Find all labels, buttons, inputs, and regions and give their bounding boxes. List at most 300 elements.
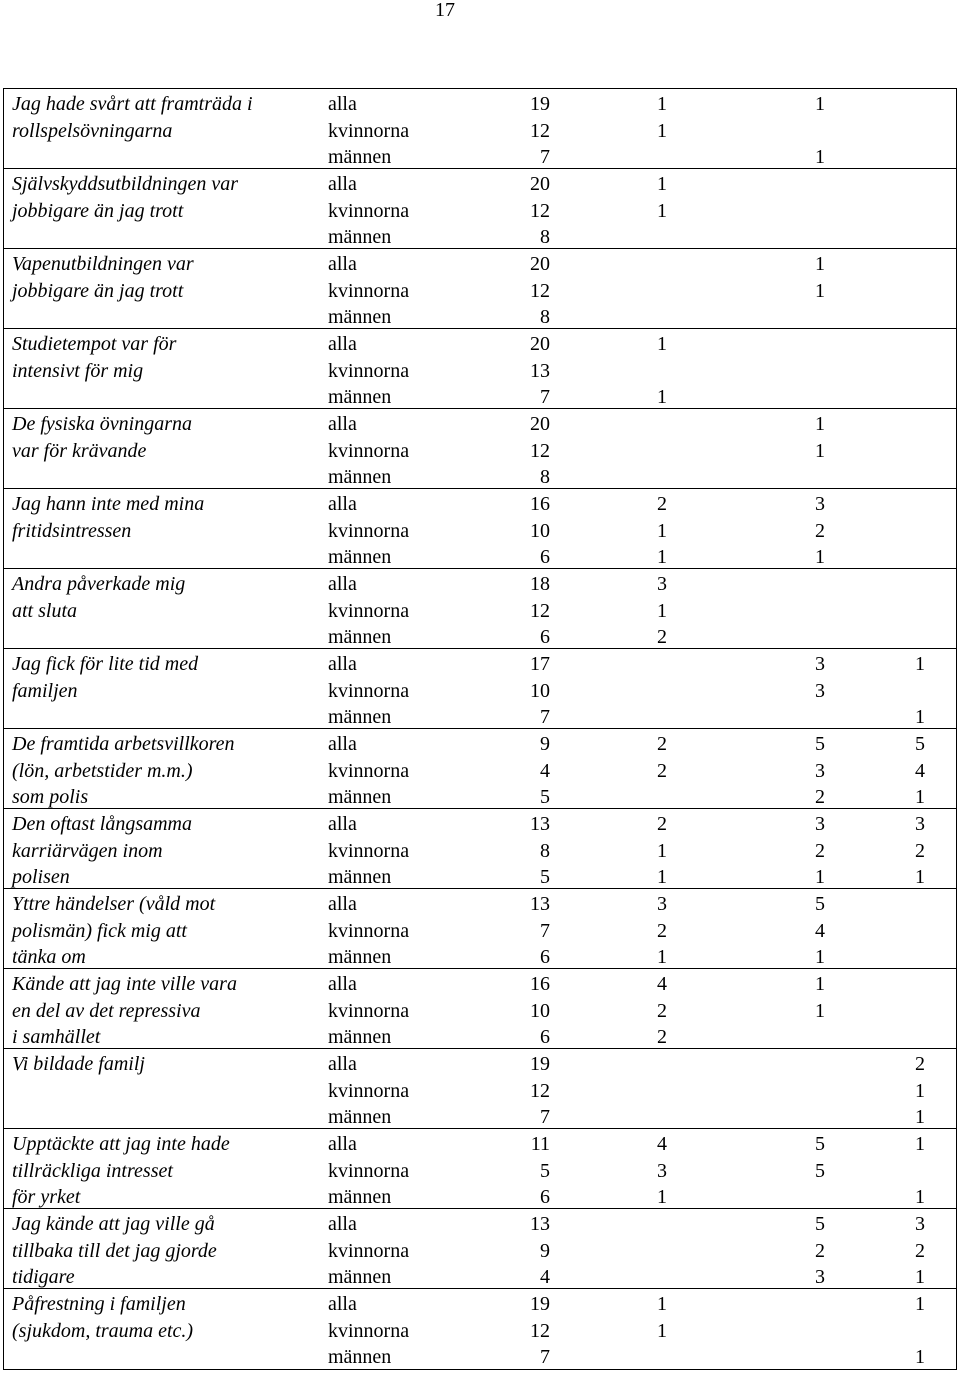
count-cell-b-line: 1 bbox=[657, 1319, 667, 1342]
group-cell-line: männen bbox=[328, 306, 392, 329]
question-cell-line: (lön, arbetstider m.m.) bbox=[12, 759, 193, 782]
count-cell-d-line bbox=[910, 411, 930, 438]
count-cell-c bbox=[810, 171, 830, 251]
count-cell-a bbox=[504, 1211, 550, 1291]
count-cell-c-line bbox=[810, 1291, 830, 1318]
count-cell-a-line: 6 bbox=[540, 1186, 550, 1209]
group-cell-line: männen bbox=[328, 1106, 392, 1129]
count-cell-d-line: 1 bbox=[915, 1079, 925, 1102]
count-cell-d-line bbox=[910, 251, 930, 278]
question-cell bbox=[12, 1051, 312, 1131]
count-cell-b-line bbox=[652, 304, 672, 331]
count-cell-c-line bbox=[810, 464, 830, 491]
count-cell-b-line: 1 bbox=[657, 173, 667, 195]
group-cell-line: alla bbox=[328, 413, 357, 435]
count-cell-a-line: 7 bbox=[540, 706, 550, 729]
count-cell-c-line bbox=[810, 304, 830, 331]
count-cell-a-line: 5 bbox=[540, 866, 550, 889]
question-cell-line bbox=[12, 1344, 312, 1371]
group-cell-line: alla bbox=[328, 173, 357, 195]
group-cell-line: kvinnorna bbox=[328, 759, 410, 782]
count-cell-b-line bbox=[652, 784, 672, 811]
count-cell-d-line bbox=[910, 571, 930, 598]
count-cell-d-line bbox=[910, 304, 930, 331]
count-cell-c-line: 5 bbox=[815, 1213, 825, 1235]
count-cell-c-line: 1 bbox=[815, 999, 825, 1022]
count-cell-d bbox=[910, 891, 930, 971]
table-row bbox=[4, 489, 956, 569]
group-cell-line: kvinnorna bbox=[328, 999, 410, 1022]
count-cell-a-line: 7 bbox=[540, 146, 550, 169]
count-cell-b-line: 2 bbox=[657, 626, 667, 649]
count-cell-d-line: 1 bbox=[915, 1106, 925, 1129]
count-cell-c-line bbox=[810, 571, 830, 598]
count-cell-c-line bbox=[810, 118, 830, 145]
group-cell bbox=[328, 331, 478, 411]
question-cell-line bbox=[12, 304, 312, 331]
count-cell-c-line bbox=[810, 1318, 830, 1345]
question-cell-line bbox=[12, 544, 312, 571]
group-cell-line: alla bbox=[328, 1213, 357, 1235]
question-cell-line: Påfrestning i familjen bbox=[12, 1293, 186, 1315]
count-cell-a-line: 7 bbox=[540, 919, 550, 942]
count-cell-d-line: 2 bbox=[915, 1053, 925, 1075]
count-cell-a-line: 12 bbox=[530, 1079, 550, 1102]
count-cell-c-line: 1 bbox=[815, 546, 825, 569]
count-cell-d-line: 1 bbox=[915, 1346, 925, 1369]
group-cell bbox=[328, 251, 478, 331]
question-cell-line: De fysiska övningarna bbox=[12, 413, 192, 435]
question-cell bbox=[12, 171, 312, 251]
group-cell bbox=[328, 1291, 478, 1371]
question-cell-line: Yttre händelser (våld mot bbox=[12, 893, 216, 915]
group-cell-line: männen bbox=[328, 1266, 392, 1289]
question-cell-line bbox=[12, 464, 312, 491]
count-cell-c bbox=[810, 331, 830, 411]
count-cell-b bbox=[652, 331, 672, 411]
group-cell-line: alla bbox=[328, 893, 357, 915]
count-cell-b-line: 2 bbox=[657, 733, 667, 755]
table-row bbox=[4, 89, 956, 169]
count-cell-a-line: 6 bbox=[540, 946, 550, 969]
count-cell-d bbox=[910, 411, 930, 491]
count-cell-d-line bbox=[910, 198, 930, 225]
count-cell-a-line: 6 bbox=[540, 546, 550, 569]
count-cell-d-line bbox=[910, 91, 930, 118]
count-cell-b-line: 2 bbox=[657, 759, 667, 782]
count-cell-c-line: 5 bbox=[815, 893, 825, 915]
question-cell-line: jobbigare än jag trott bbox=[12, 279, 184, 302]
count-cell-d-line: 1 bbox=[915, 706, 925, 729]
count-cell-a-line: 16 bbox=[530, 973, 550, 995]
count-cell-b bbox=[652, 971, 672, 1051]
count-cell-a bbox=[504, 1131, 550, 1211]
count-cell-c bbox=[810, 651, 830, 731]
count-cell-a-line: 19 bbox=[530, 93, 550, 115]
count-cell-c-line bbox=[810, 1344, 830, 1371]
question-cell bbox=[12, 891, 312, 971]
count-cell-c-line: 3 bbox=[815, 679, 825, 702]
count-cell-a-line: 12 bbox=[530, 119, 550, 142]
count-cell-c bbox=[810, 891, 830, 971]
group-cell-line: männen bbox=[328, 1346, 392, 1369]
count-cell-c bbox=[810, 1131, 830, 1211]
count-cell-d-line: 1 bbox=[915, 653, 925, 675]
count-cell-d-line bbox=[910, 278, 930, 305]
count-cell-d bbox=[910, 251, 930, 331]
count-cell-b-line: 2 bbox=[657, 813, 667, 835]
count-cell-d-line: 2 bbox=[915, 839, 925, 862]
count-cell-b-line: 1 bbox=[657, 93, 667, 115]
table-row bbox=[4, 409, 956, 489]
count-cell-a-line: 18 bbox=[530, 573, 550, 595]
count-cell-c-line bbox=[810, 171, 830, 198]
count-cell-d-line bbox=[910, 118, 930, 145]
count-cell-b bbox=[652, 731, 672, 811]
count-cell-a-line: 17 bbox=[530, 653, 550, 675]
group-cell-line: kvinnorna bbox=[328, 679, 410, 702]
count-cell-d-line bbox=[910, 438, 930, 465]
count-cell-a-line: 13 bbox=[530, 813, 550, 835]
question-cell-line bbox=[12, 384, 312, 411]
question-cell-line: i samhället bbox=[12, 1026, 101, 1049]
count-cell-d-line bbox=[910, 464, 930, 491]
count-cell-d-line bbox=[910, 224, 930, 251]
group-cell bbox=[328, 1051, 478, 1131]
group-cell-line: männen bbox=[328, 386, 392, 409]
question-cell-line: intensivt för mig bbox=[12, 359, 144, 382]
count-cell-b bbox=[652, 1211, 672, 1291]
question-cell-line: tillräckliga intresset bbox=[12, 1159, 173, 1182]
count-cell-d bbox=[910, 811, 930, 891]
count-cell-b bbox=[652, 571, 672, 651]
count-cell-b-line bbox=[652, 358, 672, 385]
group-cell bbox=[328, 91, 478, 171]
count-cell-c bbox=[810, 491, 830, 571]
count-cell-b-line bbox=[652, 1264, 672, 1291]
count-cell-c bbox=[810, 971, 830, 1051]
group-cell bbox=[328, 971, 478, 1051]
group-cell-line: kvinnorna bbox=[328, 1079, 410, 1102]
question-cell bbox=[12, 91, 312, 171]
group-cell-line: alla bbox=[328, 1053, 357, 1075]
count-cell-a-line: 5 bbox=[540, 1159, 550, 1182]
count-cell-c-line: 5 bbox=[815, 733, 825, 755]
question-cell-line: som polis bbox=[12, 786, 89, 809]
count-cell-d bbox=[910, 491, 930, 571]
count-cell-b-line: 1 bbox=[657, 519, 667, 542]
count-cell-b-line bbox=[652, 704, 672, 731]
count-cell-d-line bbox=[910, 678, 930, 705]
group-cell-line: alla bbox=[328, 973, 357, 995]
count-cell-c bbox=[810, 1051, 830, 1131]
count-cell-b-line: 2 bbox=[657, 999, 667, 1022]
question-cell bbox=[12, 1211, 312, 1291]
count-cell-c-line bbox=[810, 1184, 830, 1211]
count-cell-c-line: 5 bbox=[815, 1133, 825, 1155]
question-cell-line: att sluta bbox=[12, 599, 78, 622]
count-cell-b-line: 1 bbox=[657, 1293, 667, 1315]
count-cell-c-line: 1 bbox=[815, 946, 825, 969]
count-cell-a-line: 11 bbox=[530, 1133, 550, 1155]
question-cell-line: var för krävande bbox=[12, 439, 147, 462]
group-cell-line: kvinnorna bbox=[328, 519, 410, 542]
count-cell-a-line: 12 bbox=[530, 1319, 550, 1342]
count-cell-c-line: 1 bbox=[815, 279, 825, 302]
question-cell-line bbox=[12, 1104, 312, 1131]
question-cell bbox=[12, 811, 312, 891]
count-cell-b-line: 1 bbox=[657, 546, 667, 569]
count-cell-b-line: 3 bbox=[657, 893, 667, 915]
question-cell-line: Andra påverkade mig bbox=[12, 573, 186, 595]
count-cell-b-line: 2 bbox=[657, 493, 667, 515]
count-cell-b-line bbox=[652, 1238, 672, 1265]
count-cell-b-line: 1 bbox=[657, 839, 667, 862]
group-cell-line: kvinnorna bbox=[328, 119, 410, 142]
count-cell-c-line bbox=[810, 598, 830, 625]
count-cell-c-line bbox=[810, 1024, 830, 1051]
count-cell-d-line: 1 bbox=[915, 866, 925, 889]
count-cell-b-line bbox=[652, 1051, 672, 1078]
count-cell-d-line bbox=[910, 331, 930, 358]
count-cell-b-line bbox=[652, 678, 672, 705]
table-row bbox=[4, 809, 956, 889]
count-cell-d-line bbox=[910, 998, 930, 1025]
count-cell-b-line: 3 bbox=[657, 573, 667, 595]
count-cell-a-line: 16 bbox=[530, 493, 550, 515]
count-cell-a-line: 13 bbox=[530, 359, 550, 382]
question-cell bbox=[12, 571, 312, 651]
question-cell-line: Vapenutbildningen var bbox=[12, 253, 194, 275]
count-cell-b-line bbox=[652, 1211, 672, 1238]
count-cell-a-line: 9 bbox=[540, 733, 550, 755]
count-cell-a bbox=[504, 571, 550, 651]
count-cell-a-line: 5 bbox=[540, 786, 550, 809]
count-cell-b-line: 3 bbox=[657, 1159, 667, 1182]
count-cell-b-line: 2 bbox=[657, 919, 667, 942]
table-row bbox=[4, 1049, 956, 1129]
count-cell-d-line: 3 bbox=[915, 813, 925, 835]
count-cell-a-line: 6 bbox=[540, 1026, 550, 1049]
count-cell-b bbox=[652, 411, 672, 491]
count-cell-a bbox=[504, 411, 550, 491]
count-cell-a-line: 20 bbox=[530, 173, 550, 195]
count-cell-b-line bbox=[652, 464, 672, 491]
question-cell bbox=[12, 651, 312, 731]
question-cell bbox=[12, 731, 312, 811]
count-cell-b bbox=[652, 651, 672, 731]
count-cell-d-line: 1 bbox=[915, 1266, 925, 1289]
count-cell-b-line: 1 bbox=[657, 386, 667, 409]
count-cell-a bbox=[504, 651, 550, 731]
question-cell-line: Den oftast långsamma bbox=[12, 813, 192, 835]
question-cell-line: tänka om bbox=[12, 946, 86, 969]
group-cell-line: kvinnorna bbox=[328, 359, 410, 382]
count-cell-c-line: 1 bbox=[815, 973, 825, 995]
count-cell-a-line: 6 bbox=[540, 626, 550, 649]
question-cell-line: polisen bbox=[12, 866, 70, 889]
group-cell-line: männen bbox=[328, 786, 392, 809]
count-cell-d-line bbox=[910, 144, 930, 171]
group-cell bbox=[328, 811, 478, 891]
group-cell bbox=[328, 891, 478, 971]
question-cell-line bbox=[12, 1078, 312, 1105]
group-cell-line: kvinnorna bbox=[328, 439, 410, 462]
count-cell-c-line: 1 bbox=[815, 253, 825, 275]
count-cell-d-line: 1 bbox=[915, 1133, 925, 1155]
count-cell-c bbox=[810, 811, 830, 891]
count-cell-c bbox=[810, 731, 830, 811]
group-cell bbox=[328, 731, 478, 811]
count-cell-a bbox=[504, 811, 550, 891]
table-row bbox=[4, 1289, 956, 1369]
question-cell-line: tidigare bbox=[12, 1266, 75, 1289]
group-cell-line: männen bbox=[328, 466, 392, 489]
count-cell-d-line bbox=[910, 171, 930, 198]
count-cell-a bbox=[504, 971, 550, 1051]
group-cell-line: kvinnorna bbox=[328, 1239, 410, 1262]
question-cell bbox=[12, 971, 312, 1051]
count-cell-b-line bbox=[652, 1078, 672, 1105]
group-cell-line: alla bbox=[328, 1293, 357, 1315]
count-cell-c-line: 5 bbox=[815, 1159, 825, 1182]
group-cell-line: männen bbox=[328, 226, 392, 249]
question-cell-line bbox=[12, 624, 312, 651]
count-cell-d bbox=[910, 1051, 930, 1131]
count-cell-d bbox=[910, 651, 930, 731]
count-cell-a bbox=[504, 171, 550, 251]
count-cell-a-line: 7 bbox=[540, 1106, 550, 1129]
count-cell-b bbox=[652, 891, 672, 971]
group-cell-line: männen bbox=[328, 146, 392, 169]
count-cell-d bbox=[910, 571, 930, 651]
question-cell-line: Kände att jag inte ville vara bbox=[12, 973, 237, 995]
table-row bbox=[4, 969, 956, 1049]
count-cell-d-line: 3 bbox=[915, 1213, 925, 1235]
group-cell-line: männen bbox=[328, 546, 392, 569]
count-cell-d bbox=[910, 331, 930, 411]
question-cell-line bbox=[12, 144, 312, 171]
group-cell-line: kvinnorna bbox=[328, 279, 410, 302]
count-cell-a-line: 8 bbox=[540, 306, 550, 329]
count-cell-a-line: 20 bbox=[530, 333, 550, 355]
count-cell-d-line bbox=[910, 1024, 930, 1051]
question-cell-line: Jag hann inte med mina bbox=[12, 493, 205, 515]
count-cell-b-line: 1 bbox=[657, 1186, 667, 1209]
count-cell-b-line: 4 bbox=[657, 1133, 667, 1155]
count-cell-c bbox=[810, 91, 830, 171]
table-row bbox=[4, 329, 956, 409]
count-cell-c-line: 1 bbox=[815, 93, 825, 115]
group-cell-line: alla bbox=[328, 1133, 357, 1155]
question-cell bbox=[12, 331, 312, 411]
count-cell-d-line bbox=[910, 598, 930, 625]
group-cell-line: männen bbox=[328, 706, 392, 729]
count-cell-a-line: 12 bbox=[530, 199, 550, 222]
group-cell bbox=[328, 1211, 478, 1291]
question-cell-line: Jag fick för lite tid med bbox=[12, 653, 199, 675]
group-cell-line: alla bbox=[328, 253, 357, 275]
count-cell-c bbox=[810, 1291, 830, 1371]
count-cell-a-line: 9 bbox=[540, 1239, 550, 1262]
count-cell-a bbox=[504, 331, 550, 411]
table-row bbox=[4, 1209, 956, 1289]
group-cell bbox=[328, 171, 478, 251]
count-cell-b-line: 2 bbox=[657, 1026, 667, 1049]
table-row bbox=[4, 249, 956, 329]
count-cell-a-line: 19 bbox=[530, 1293, 550, 1315]
count-cell-b-line bbox=[652, 251, 672, 278]
count-cell-a-line: 20 bbox=[530, 253, 550, 275]
count-cell-c bbox=[810, 411, 830, 491]
count-cell-c-line: 1 bbox=[815, 146, 825, 169]
question-cell bbox=[12, 1291, 312, 1371]
question-cell-line bbox=[12, 224, 312, 251]
count-cell-b-line bbox=[652, 1344, 672, 1371]
count-cell-a-line: 7 bbox=[540, 386, 550, 409]
question-cell bbox=[12, 411, 312, 491]
question-cell-line: tillbaka till det jag gjorde bbox=[12, 1239, 217, 1262]
count-cell-d-line bbox=[910, 1318, 930, 1345]
question-cell-line: karriärvägen inom bbox=[12, 839, 163, 862]
count-cell-c-line bbox=[810, 358, 830, 385]
group-cell-line: kvinnorna bbox=[328, 199, 410, 222]
question-cell-line: (sjukdom, trauma etc.) bbox=[12, 1319, 194, 1342]
count-cell-a bbox=[504, 251, 550, 331]
count-cell-c-line: 3 bbox=[815, 1266, 825, 1289]
count-cell-c-line bbox=[810, 704, 830, 731]
group-cell-line: kvinnorna bbox=[328, 1159, 410, 1182]
count-cell-a-line: 20 bbox=[530, 413, 550, 435]
count-cell-b-line bbox=[652, 651, 672, 678]
group-cell-line: alla bbox=[328, 573, 357, 595]
count-cell-d bbox=[910, 1131, 930, 1211]
group-cell bbox=[328, 1131, 478, 1211]
group-cell-line: alla bbox=[328, 813, 357, 835]
group-cell-line: alla bbox=[328, 493, 357, 515]
count-cell-c-line: 2 bbox=[815, 786, 825, 809]
table-row bbox=[4, 729, 956, 809]
question-cell bbox=[12, 251, 312, 331]
group-cell bbox=[328, 651, 478, 731]
group-cell bbox=[328, 491, 478, 571]
count-cell-b bbox=[652, 91, 672, 171]
count-cell-d bbox=[910, 1291, 930, 1371]
count-cell-b-line bbox=[652, 224, 672, 251]
count-cell-c bbox=[810, 251, 830, 331]
count-cell-c bbox=[810, 571, 830, 651]
question-cell-line: för yrket bbox=[12, 1186, 81, 1209]
count-cell-b-line bbox=[652, 1104, 672, 1131]
group-cell-line: männen bbox=[328, 866, 392, 889]
count-cell-a bbox=[504, 91, 550, 171]
count-cell-a-line: 8 bbox=[540, 839, 550, 862]
count-cell-a-line: 10 bbox=[530, 519, 550, 542]
count-cell-d-line: 4 bbox=[915, 759, 925, 782]
count-cell-c bbox=[810, 1211, 830, 1291]
count-cell-a bbox=[504, 1291, 550, 1371]
count-cell-c-line: 3 bbox=[815, 493, 825, 515]
count-cell-c-line: 1 bbox=[815, 413, 825, 435]
table-row bbox=[4, 569, 956, 649]
count-cell-d-line: 5 bbox=[915, 733, 925, 755]
count-cell-a-line: 13 bbox=[530, 893, 550, 915]
question-cell-line: Jag kände att jag ville gå bbox=[12, 1213, 215, 1235]
page-number: 17 bbox=[435, 0, 455, 21]
group-cell-line: männen bbox=[328, 626, 392, 649]
count-cell-b-line: 1 bbox=[657, 866, 667, 889]
group-cell-line: männen bbox=[328, 946, 392, 969]
